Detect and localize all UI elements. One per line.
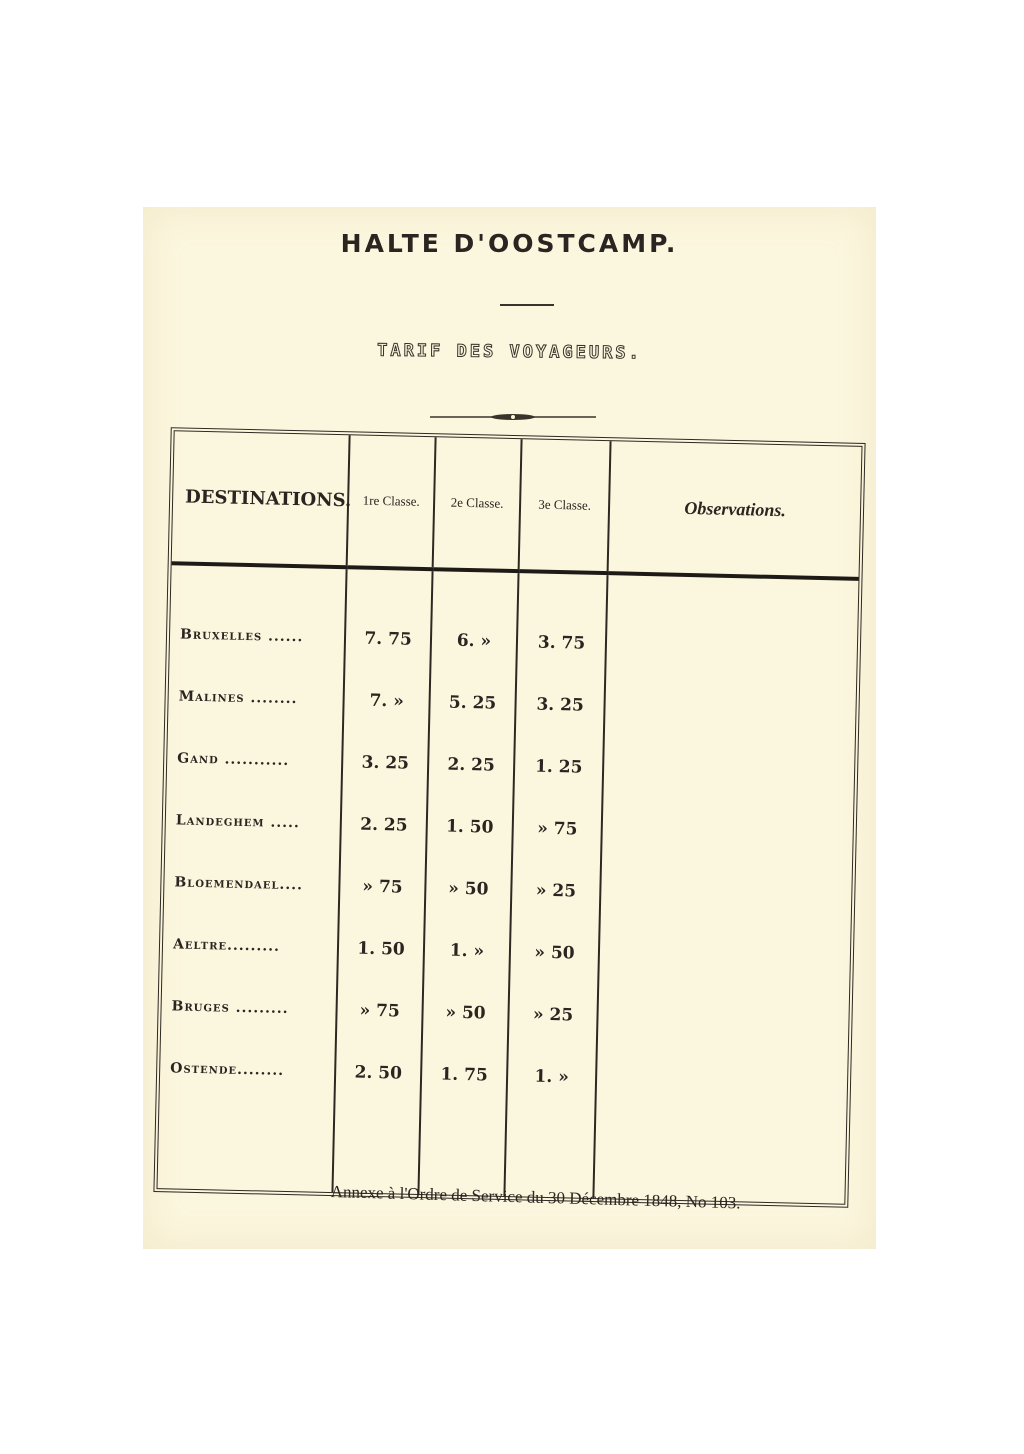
price-cell: 1. 75 bbox=[440, 1064, 489, 1086]
price-cell: » 75 bbox=[359, 1000, 400, 1022]
header-class-3: 3e Classe. bbox=[519, 439, 611, 573]
price-cell: » 25 bbox=[535, 880, 577, 902]
header-observations: Observations. bbox=[608, 441, 862, 579]
price-cell: 2. 25 bbox=[447, 754, 496, 776]
destination-cell: Ostende........ bbox=[170, 1060, 285, 1079]
header-destinations: DESTINATIONS. bbox=[172, 431, 350, 567]
price-cell: 2. 25 bbox=[360, 814, 408, 836]
price-cell: » 75 bbox=[536, 818, 578, 840]
class-1-column bbox=[333, 567, 433, 1194]
title-divider bbox=[500, 304, 554, 306]
price-cell: 1. 50 bbox=[357, 938, 405, 960]
observations-column bbox=[594, 573, 859, 1204]
price-cell: 3. 25 bbox=[536, 694, 585, 716]
price-cell: 6. » bbox=[456, 630, 492, 652]
price-cell: » 50 bbox=[448, 878, 489, 900]
price-cell: 1. 25 bbox=[534, 756, 583, 778]
price-cell: » 75 bbox=[362, 876, 403, 898]
price-cell: 5. 25 bbox=[448, 692, 497, 714]
class-2-column bbox=[418, 569, 518, 1196]
document-page bbox=[143, 207, 876, 1249]
price-cell: » 50 bbox=[445, 1002, 486, 1024]
price-cell: 3. 75 bbox=[537, 632, 586, 654]
destination-cell: Landeghem ..... bbox=[175, 812, 300, 832]
destination-cell: Gand ........... bbox=[177, 750, 290, 769]
destinations-column bbox=[158, 563, 347, 1192]
destination-cell: Bloemendael.... bbox=[174, 874, 304, 894]
price-cell: 1. » bbox=[449, 940, 485, 962]
destination-cell: Bruxelles ...... bbox=[179, 626, 304, 646]
page-subtitle: TARIF DES VOYAGEURS. bbox=[377, 340, 642, 364]
destination-cell: Malines ........ bbox=[178, 688, 298, 708]
price-cell: 1. » bbox=[534, 1066, 570, 1088]
price-cell: 7. 75 bbox=[364, 628, 413, 650]
destination-cell: Aeltre......... bbox=[172, 936, 281, 955]
price-cell: 2. 50 bbox=[354, 1062, 403, 1084]
header-class-1: 1re Classe. bbox=[347, 435, 436, 569]
price-cell: 1. 50 bbox=[445, 816, 494, 838]
ornament-divider bbox=[430, 411, 596, 423]
price-cell: » 50 bbox=[534, 942, 575, 964]
header-class-2: 2e Classe. bbox=[433, 437, 522, 571]
tariff-table bbox=[153, 427, 865, 1208]
class-3-column bbox=[504, 571, 607, 1198]
destination-cell: Bruges ......... bbox=[171, 998, 289, 1018]
price-cell: 7. » bbox=[369, 690, 405, 712]
footer-note: Annexe à l'Ordre de Service du 30 Décembre 1848, No 103. bbox=[330, 1182, 741, 1213]
price-cell: 3. 25 bbox=[361, 752, 410, 774]
price-cell: » 25 bbox=[532, 1004, 574, 1026]
page-title: HALTE D'OOSTCAMP. bbox=[340, 229, 679, 258]
